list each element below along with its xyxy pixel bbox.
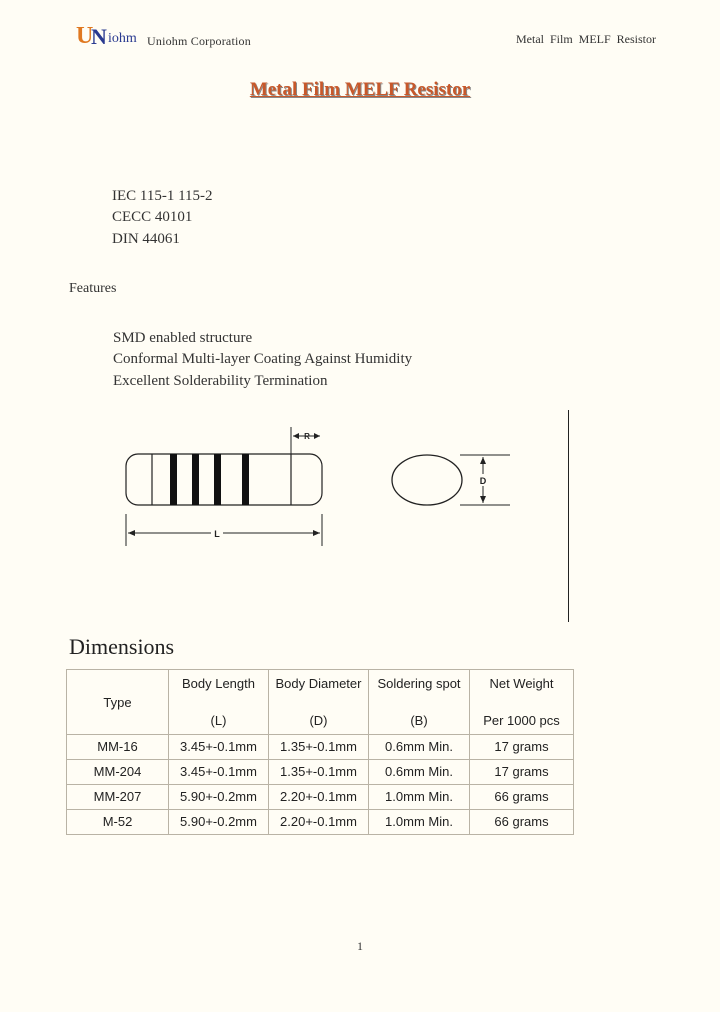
header-doc-title: Metal Film MELF Resistor <box>516 32 657 46</box>
logo-letter-n: N <box>91 24 107 49</box>
page-title: Metal Film MELF Resistor <box>249 79 471 100</box>
column-header-net-weight <box>470 670 574 735</box>
column-header-soldering-spot <box>369 670 470 735</box>
r-label: R <box>304 432 310 441</box>
feature-item: SMD enabled structure <box>113 330 253 346</box>
logo-letter-u: U <box>76 23 94 49</box>
table-header-row <box>67 670 574 735</box>
resistor-body <box>126 454 322 505</box>
features-heading: Features <box>69 281 117 296</box>
cell-soldering-spot: 1.0mm Min. <box>369 810 470 835</box>
header-sublabel: (L) <box>210 713 227 728</box>
d-arrow-top <box>480 457 486 464</box>
header-label: Type <box>103 695 132 710</box>
color-band-2 <box>192 454 199 505</box>
r-arrow-left <box>293 433 299 439</box>
page-number: 1 <box>357 939 363 953</box>
header-sublabel: (B) <box>410 713 428 728</box>
cell-body-diameter: 2.20+-0.1mm <box>269 785 369 810</box>
cell-net-weight: 17 grams <box>470 760 574 785</box>
table-row <box>67 785 574 810</box>
cell-soldering-spot: 1.0mm Min. <box>369 785 470 810</box>
header-sublabel: Per 1000 pcs <box>483 713 560 728</box>
logo-text: iohm <box>108 31 137 46</box>
d-arrow-bottom <box>480 496 486 503</box>
feature-item: Conformal Multi-layer Coating Against Humidity <box>113 351 413 367</box>
cell-body-diameter: 1.35+-0.1mm <box>269 760 369 785</box>
column-header-body-diameter <box>269 670 369 735</box>
color-band-1 <box>170 454 177 505</box>
cell-body-length: 3.45+-0.1mm <box>169 760 269 785</box>
header-label: Body Diameter <box>275 676 362 691</box>
column-header-body-length <box>169 670 269 735</box>
company-name: Uniohm Corporation <box>147 34 251 48</box>
l-arrow-left <box>128 530 135 536</box>
cell-net-weight: 17 grams <box>470 735 574 760</box>
cell-body-diameter: 2.20+-0.1mm <box>269 810 369 835</box>
l-label: L <box>214 529 220 539</box>
dimensions-table <box>66 669 574 835</box>
cell-type: M-52 <box>67 810 169 835</box>
table-row <box>67 760 574 785</box>
table-row <box>67 735 574 760</box>
color-band-4 <box>242 454 249 505</box>
cell-body-length: 5.90+-0.2mm <box>169 810 269 835</box>
header-label: Net Weight <box>489 676 554 691</box>
end-view-ellipse <box>392 455 462 505</box>
l-arrow-right <box>313 530 320 536</box>
cell-type: MM-207 <box>67 785 169 810</box>
cell-type: MM-204 <box>67 760 169 785</box>
d-label: D <box>479 476 487 486</box>
color-band-3 <box>214 454 221 505</box>
column-header-type <box>67 670 169 735</box>
dimensions-heading: Dimensions <box>69 634 175 659</box>
cell-soldering-spot: 0.6mm Min. <box>369 735 470 760</box>
header-label: Body Length <box>181 676 255 691</box>
cell-type: MM-16 <box>67 735 169 760</box>
cell-soldering-spot: 0.6mm Min. <box>369 760 470 785</box>
cell-net-weight: 66 grams <box>470 810 574 835</box>
table-row <box>67 810 574 835</box>
vertical-divider <box>568 410 569 622</box>
cell-body-diameter: 1.35+-0.1mm <box>269 735 369 760</box>
standard-item: IEC 115-1 115-2 <box>112 188 213 204</box>
feature-item: Excellent Solderability Termination <box>113 373 328 389</box>
standard-item: CECC 40101 <box>112 209 193 225</box>
header-sublabel: (D) <box>309 713 328 728</box>
header-label: Soldering spot <box>377 676 461 691</box>
cell-body-length: 3.45+-0.1mm <box>169 735 269 760</box>
cell-body-length: 5.90+-0.2mm <box>169 785 269 810</box>
r-arrow-right <box>314 433 320 439</box>
standard-item: DIN 44061 <box>112 231 180 247</box>
cell-net-weight: 66 grams <box>470 785 574 810</box>
